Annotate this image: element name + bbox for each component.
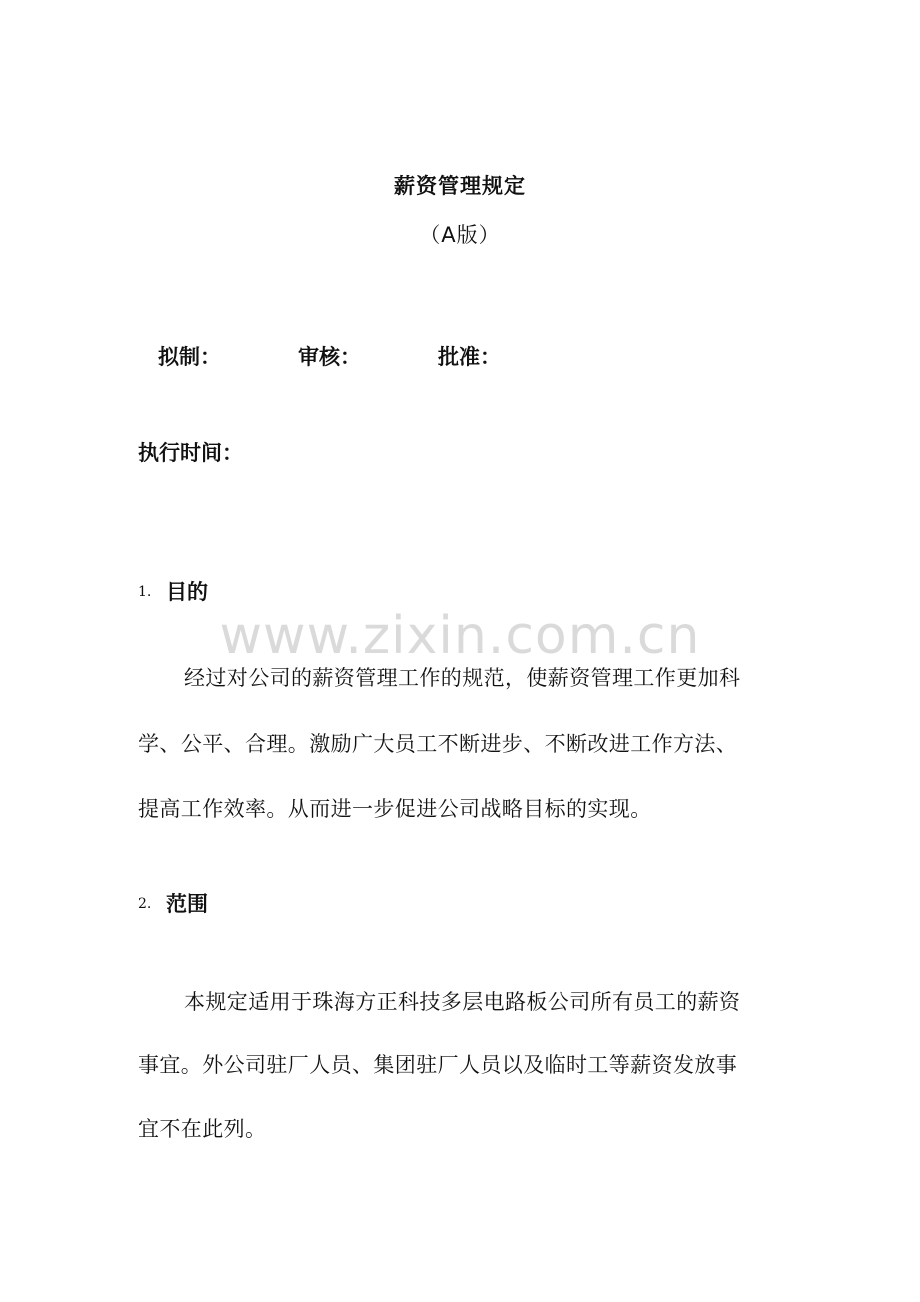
document-version: （A版）	[419, 223, 501, 247]
purpose-paragraph-line: 经过对公司的薪资管理工作的规范，使薪资管理工作更加科	[184, 666, 741, 690]
purpose-paragraph-line: 提高工作效率。从而进一步促进公司战略目标的实现。	[138, 797, 652, 821]
scope-paragraph-line: 本规定适用于珠海方正科技多层电路板公司所有员工的薪资	[184, 990, 741, 1014]
approve-label: 批准：	[438, 345, 501, 369]
review-label: 审核：	[298, 345, 361, 369]
section-title-purpose: 目的	[166, 580, 208, 604]
section-number: 2.	[138, 896, 152, 912]
draft-label: 拟制：	[158, 345, 221, 369]
purpose-paragraph-line: 学、公平、合理。激励广大员工不断进步、不断改进工作方法、	[138, 732, 738, 756]
execution-time-label: 执行时间：	[138, 441, 243, 465]
section-title-scope: 范围	[166, 892, 208, 916]
scope-paragraph-line: 宜不在此列。	[138, 1117, 267, 1141]
section-number: 1.	[138, 584, 152, 600]
document-title: 薪资管理规定	[394, 174, 526, 198]
watermark: www.zixin.com.cn	[219, 606, 701, 666]
scope-paragraph-line: 事宜。外公司驻厂人员、集团驻厂人员以及临时工等薪资发放事	[138, 1053, 738, 1077]
